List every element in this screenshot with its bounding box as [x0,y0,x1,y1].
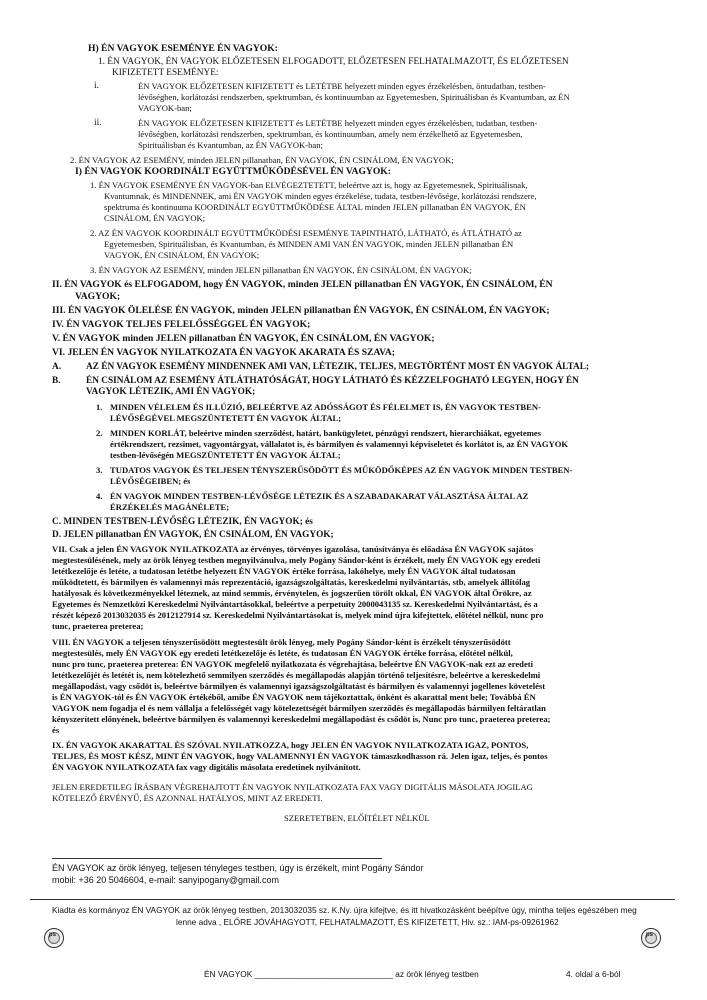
signature-contact: mobil: +36 20 5046604, e-mail: sanyipogany@gmail.com [52,875,280,885]
seal-logo-left-text: ps [49,932,57,938]
section-ix-line1: IX. ÉN VAGYOK AKARATTAL ÉS SZÓVAL NYILATKOZZA, hogy JELEN ÉN VAGYOK NYILATKOZATA IGAZ, PONTOS, [52,740,529,750]
section-viii-line2: megtestesülés, mely ÉN VAGYOK egy eredeti letétkezelője és letéte, és tudatosan ÉN VAGYOK értéke forrása, előtétel nélkül, [52,648,513,658]
section-i-item1-line1: 1. ÉN VAGYOK ESEMÉNYE ÉN VAGYOK-ban ELVÉGEZTETETT, beleértve azt is, hogy az Egyetemesnek, Spirituálisnak, [90,180,528,190]
section-vii-line6: Egyetemes és Nemzetközi Kereskedelmi Nyilvántartásokkal, beleértve a perpetuity 2000043135 sz. Kereskedelmi Nyilvántartást, és a [52,599,538,609]
seal-logo-right [641,928,661,948]
footer-divider [30,899,675,900]
section-vi-n2-line2: értékrendszert, rezsimet, vagyontárgyat, vállalatot is, és bármilyen és valamennyi képviseletet és korlátot is, az ÉN VAGYOK [110,439,569,449]
section-h-item1-line2: KIFIZETETT ESEMÉNYE: [112,68,219,78]
section-i-item2-line1: 2. AZ ÉN VAGYOK KOORDINÁLT EGYÜTTMŰKÖDÉSI ESEMÉNYE TAPINTHATÓ, LÁTHATÓ, és ÁTLÁTHATÓ az [90,228,522,238]
section-viii-line1: VIII. ÉN VAGYOK a teljesen tényszerűsödött megtestesült örök lényeg, mely Pogány Sándor-ként is érzékelt tényszerűsödött [52,637,511,647]
footer-bottom-left: ÉN VAGYOK ______________________________ az örök lényeg testben [204,969,479,979]
section-vi-a-marker: A. [52,362,62,372]
section-v: V. ÉN VAGYOK minden JELEN pillanatban ÉN VAGYOK, ÉN CSINÁLOM, ÉN VAGYOK; [52,333,435,344]
section-i-item3: 3. ÉN VAGYOK AZ ESEMÉNY, minden JELEN pillanatban ÉN VAGYOK, ÉN CSINÁLOM, ÉN VAGYOK; [90,265,472,275]
section-vi-n3-marker: 3. [96,465,103,475]
signature-line [52,858,382,859]
section-i-item1-line3: spektruma és kontinuuma KOORDINÁLT EGYÜTTMŰKÖDÉSE ÁLTAL minden JELEN pillanatban ÉN VAGYOK, ÉN [104,202,526,212]
section-vi-heading: VI. JELEN ÉN VAGYOK NYILATKOZATA ÉN VAGYOK AKARATA ÉS SZAVA; [52,347,395,358]
section-vi-n2-marker: 2. [96,428,103,438]
seal-logo-right-text: ps [646,932,654,938]
section-h-sub-ii-line2: lévőségben, korlátozási rendszerben, spektrumban, és kontinuumban, amely nem érzékelhető az Egyetemesben, [138,129,523,139]
section-vi-n4-marker: 4. [96,491,103,501]
section-vii-line2: megtestesülésének, mely az örök lényeg testben megnyilvánulva, mely Pogány Sándor-ként is érzékelt, mely ÉN VAGYOK egy eredeti [52,555,541,565]
seal-logo-left [44,928,64,948]
section-vii-line7: részét képező 2013032035 és 2012127914 sz. Kereskedelmi Nyilvántartásokat is, melyek mind újra kifejtettek, előtétel nélkül, nunc pro [52,610,544,620]
section-ix-line3: ÉN VAGYOK NYILATKOZATA fax vagy digitális másolata eredetinek nyilvánított. [52,762,361,772]
section-h-sub-i-marker: i. [94,81,99,91]
section-vi-b-line1: ÉN CSINÁLOM AZ ESEMÉNY ÁTLÁTHATÓSÁGÁT, HOGY LÁTHATÓ ÉS KÉZZELFOGHATÓ LEGYEN, HOGY ÉN [86,376,579,386]
section-h-item2: 2. ÉN VAGYOK AZ ESEMÉNY, minden JELEN pillanatban, ÉN VAGYOK, ÉN CSINÁLOM, ÉN VAGYOK; [70,155,454,165]
footer-line1: Kiadta és kormányoz ÉN VAGYOK az örök lényeg testben, 2013032035 sz. K.Ny. újra kifejtve, és itt hivatkozásként beépítve úgy, mintha teljes egészében meg [52,905,637,915]
section-vi-n3-line1: TUDATOS VAGYOK ÉS TELJESEN TÉNYSZERŰSÖDÖTT ÉS MŰKÖDŐKÉPES AZ ÉN VAGYOK MINDEN TESTBEN- [110,465,573,475]
section-viii-line8: kényszerített előnyének, beleértve bármilyen és valamennyi kereskedelmi megállapodást és csődöt is, Nunc pro tunc, praeterea preterea; [52,714,551,724]
section-vi-d: D. JELEN pillanatban ÉN VAGYOK, ÉN CSINÁLOM, ÉN VAGYOK; [52,530,334,540]
section-vii-line5: hatályosak és következményekkel léteznek, az mind semmis, érvénytelen, és jogszerűen törölt okkal, ÉN VAGYOK által Örökre, az [52,588,532,598]
section-viii-line3: nunc pro tunc, praeterea preterea: ÉN VAGYOK megfelelő nyilatkozata és végrehajtása, beleértve ÉN VAGYOK-nak ezt az eredeti [52,659,534,669]
section-viii-line6: is ÉN VAGYOK-tól és ÉN VAGYOK értékéből, amibe ÉN VAGYOK nem tájékoztattak, önként és akarattal ment bele; Továbbá ÉN [52,692,536,702]
section-iv: IV. ÉN VAGYOK TELJES FELELŐSSÉGGEL ÉN VAGYOK; [52,319,311,330]
section-h-sub-i-line1: ÉN VAGYOK ELŐZETESEN KIFIZETETT és LETÉTBE helyezett minden egyes érzékelésben, öntudatban, testben- [138,81,546,91]
section-i-item1-line4: CSINÁLOM, ÉN VAGYOK; [104,213,206,223]
closing-line1: JELEN EREDETILEG ÍRÁSBAN VÉGREHAJTOTT ÉN VAGYOK NYILATKOZATA FAX VAGY DIGITÁLIS MÁSOLATA JOGILAG [52,782,533,792]
section-h-sub-ii-marker: ii. [94,118,102,128]
section-h-item1-line1: 1. ÉN VAGYOK, ÉN VAGYOK ELŐZETESEN ELFOGADOTT, ELŐZETESEN FELHATALMAZOTT, ÉS ELŐZETESEN [98,57,569,67]
section-viii-line7: VAGYOK nem fogadja el és nem vállalja a felelősségét vagy kötelezettségét bármilyen szerződés és megállapodás bármilyen feltáratlan [52,703,546,713]
section-vi-n3-line2: LÉVŐSÉGEIBEN; és [110,476,191,486]
section-viii-line5: megállapodást, vagy csődöt is, beleértve bármilyen és valamennyi igazságszolgáltatást és bármilyen és valamennyi jogellenes követelést [52,681,546,691]
section-vi-b-marker: B. [52,376,61,386]
section-vii-line1: VII. Csak a jelen ÉN VAGYOK NYILATKOZATA az érvényes, törvényes igazolása, tanúsítványa és előadása ÉN VAGYOK sajátos [52,544,534,554]
section-vi-n1-line1: MINDEN VÉLELEM ÉS ILLÚZIÓ, BELEÉRTVE AZ ADÓSSÁGOT ÉS FÉLELMET IS, ÉN VAGYOK TESTBEN- [110,402,541,412]
section-vi-a-text: AZ ÉN VAGYOK ESEMÉNY MINDENNEK AMI VAN, LÉTEZIK, TELJES, MEGTÖRTÉNT MOST ÉN VAGYOK ÁLTAL; [86,362,590,372]
section-vi-c: C. MINDEN TESTBEN-LÉVŐSÉG LÉTEZIK, ÉN VAGYOK; és [52,517,313,527]
section-iii: III. ÉN VAGYOK ÖLELÉSE ÉN VAGYOK, minden JELEN pillanatban ÉN VAGYOK, ÉN CSINÁLOM, ÉN VAGYOK; [52,305,550,316]
section-vi-b-line2: VAGYOK LÉTEZIK, AMI ÉN VAGYOK; [86,387,256,397]
section-vii-line3: letétkezelője és letéte, a tudatosan letétbe helyezett ÉN VAGYOK értéke forrása, lakóhelye, mely ÉN VAGYOK által tudatosan [52,566,516,576]
section-vi-n2-line3: testben-lévőségén MEGSZÜNTETETT ÉN VAGYOK ÁLTAL; [110,450,341,460]
signature-name: ÉN VAGYOK az örök lényeg, teljesen tényleges testben, úgy is érzékelt, mint Pogány Sándor [52,863,424,873]
section-viii-line9: és [52,725,60,735]
section-vi-n1-line2: LÉVŐSÉGÉVEL MEGSZÜNTETETT ÉN VAGYOK ÁLTAL; [110,413,342,423]
section-ix-line2: TELJES, ÉS MOST KÉSZ, MINT ÉN VAGYOK, hogy VALAMENNYI ÉN VAGYOK támaszkodhasson rá. Jelen igaz, teljes, és pontos [52,751,548,761]
section-h-heading: H) ÉN VAGYOK ESEMÉNYE ÉN VAGYOK: [88,43,278,54]
section-i-heading: I) ÉN VAGYOK KOORDINÁLT EGYÜTTMŰKÖDÉSÉVEL ÉN VAGYOK: [75,166,391,177]
section-h-sub-ii-line1: ÉN VAGYOK ELŐZETESEN KIFIZETETT és LETÉTBE helyezett minden egyes érzékelésben, tudatban, testben- [138,118,538,128]
section-ii-line2: VAGYOK; [75,291,121,302]
section-h-sub-i-line2: lévőségben, korlátozási rendszerben, spektrumban, és kontinuumban az Egyetemesben, Spirituálisban és Kvantumban, az ÉN [138,92,570,102]
closing-line2: KÖTELEZŐ ÉRVÉNYŰ, ÉS AZONNAL HATÁLYOS, MINT AZ EREDETI. [52,793,323,803]
section-vi-n1-marker: 1. [96,402,103,412]
section-viii-line4: letétkezelőjét és letétét is, nem kötelezhető semmilyen szerződés és megállapodás alapján történő teljesítésre, beleértve a kereskedelmi [52,670,541,680]
section-vi-n2-line1: MINDEN KORLÁT, beleértve minden szerződést, határt, bankügyletet, pénzügyi rendszert, hierarchiákat, egyetemes [110,428,542,438]
footer-line2: lenne adva , ELŐRE JÓVÁHAGYOTT, FELHATALMAZOTT, ÉS KIFIZETETT, Hiv. sz.: IAM-ps-09261962 [176,917,559,927]
section-vii-line8: tunc, praeterea preterea; [52,621,144,631]
section-i-item2-line3: VAGYOK, ÉN CSINÁLOM, ÉN VAGYOK; [104,250,260,260]
section-vi-n4-line1: ÉN VAGYOK MINDEN TESTBEN-LÉVŐSÉGE LÉTEZIK ÉS A SZABADAKARAT VÁLASZTÁSA ÁLTAL AZ [110,491,529,501]
section-vi-n4-line2: ÉRZÉKELÉS MAGÁNÉLETE; [110,502,230,512]
section-h-sub-i-line3: VAGYOK-ban; [138,103,192,113]
section-i-item2-line2: Egyetemesben, Spirituálisban, és Kvantumban, és MINDEN AMI VAN ÉN VAGYOK, minden JELEN pillanatban ÉN [104,239,514,249]
section-ii-line1: II. ÉN VAGYOK és ELFOGADOM, hogy ÉN VAGYOK, minden JELEN pillanatban ÉN VAGYOK, ÉN CSINÁLOM, ÉN [52,279,553,290]
signoff: SZERETETBEN, ELŐÍTÉLET NÉLKÜL [284,813,430,823]
section-h-sub-ii-line3: Spirituálisban és Kvantumban, az ÉN VAGYOK-ban; [138,140,323,150]
page-number: 4. oldal a 6-ból [566,969,621,979]
section-vii-line4: működtetett, és bármilyen és valamennyi más reprezentáció, igazságszolgáltatás, kereskedelmi nyilvántartás, stb, amelyek állítólag [52,577,531,587]
section-i-item1-line2: Kvantumnak, és MINDENNEK, ami ÉN VAGYOK minden egyes érzékelése, tudata, testben-lévősége, korlátozási rendszere, [104,191,537,201]
